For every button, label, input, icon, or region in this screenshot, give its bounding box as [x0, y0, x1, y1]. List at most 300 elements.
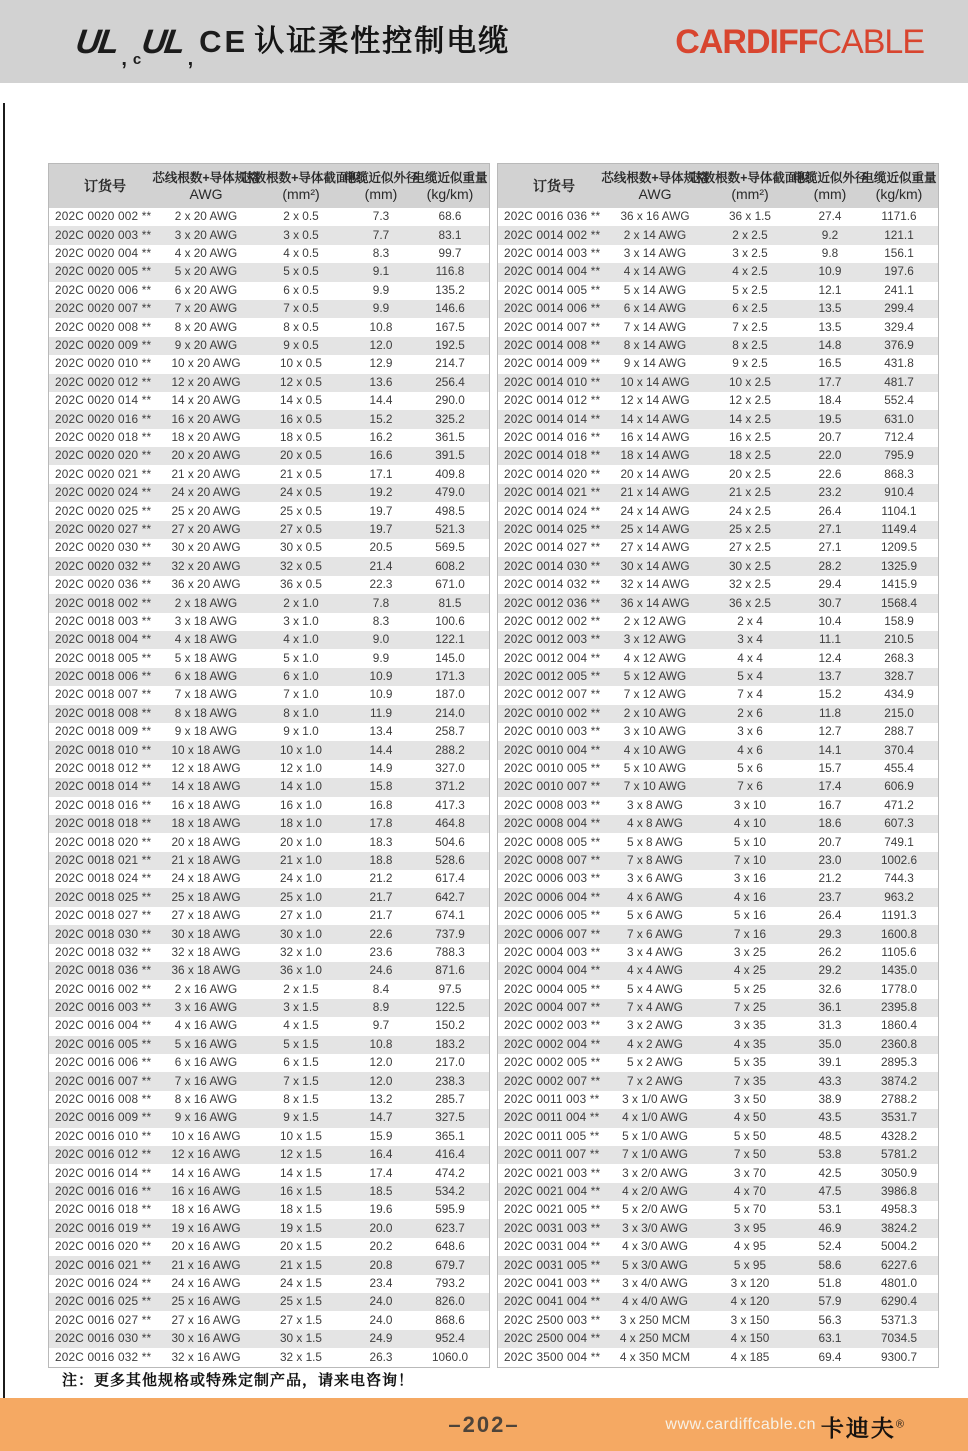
awg-spec-cell: 19 x 16 AWG [171, 1220, 241, 1235]
table-row [498, 1238, 938, 1256]
weight-cell: 288.7 [884, 724, 914, 739]
order-no-cell: 202C 0012 003 ** [504, 632, 601, 647]
table-row [49, 778, 489, 796]
table-row [49, 705, 489, 723]
table-row [49, 723, 489, 741]
cross-section-cell: 14 x 0.5 [280, 393, 322, 408]
order-no-cell: 202C 0004 007 ** [504, 1000, 601, 1015]
cross-section-cell: 25 x 1.0 [280, 889, 322, 904]
outer-diameter-cell: 11.1 [818, 632, 842, 647]
weight-cell: 4328.2 [880, 1128, 918, 1143]
column-label: 芯数根数+导体截面积 [241, 170, 361, 185]
outer-diameter-cell: 17.7 [818, 374, 842, 389]
column-label: 芯线根数+导体规格 [601, 170, 709, 185]
cross-section-cell: 5 x 70 [733, 1202, 767, 1217]
cross-section-cell: 4 x 2.5 [732, 264, 768, 279]
outer-diameter-cell: 9.2 [821, 227, 839, 242]
cross-section-cell: 2 x 1.0 [283, 595, 319, 610]
outer-diameter-cell: 24.0 [369, 1294, 393, 1309]
awg-spec-cell: 4 x 4/0 AWG [622, 1294, 688, 1309]
awg-spec-cell: 36 x 14 AWG [620, 595, 690, 610]
order-no-cell: 202C 0006 003 ** [504, 871, 601, 886]
awg-spec-cell: 5 x 12 AWG [623, 669, 687, 684]
outer-diameter-cell: 22.6 [818, 466, 842, 481]
outer-diameter-cell: 20.7 [818, 834, 842, 849]
table-row [498, 447, 938, 465]
order-no-cell: 202C 0016 027 ** [55, 1312, 152, 1327]
table-row [498, 245, 938, 263]
awg-spec-cell: 3 x 2 AWG [627, 1018, 683, 1033]
column-label: 电缆近似外径 [343, 170, 419, 185]
table-row [49, 631, 489, 649]
column-header-cross-section [690, 164, 810, 208]
order-no-cell: 202C 0014 018 ** [504, 448, 601, 463]
table-row [498, 1275, 938, 1293]
column-unit: AWG [189, 185, 223, 202]
weight-cell: 197.6 [884, 264, 914, 279]
weight-cell: 4801.0 [880, 1275, 918, 1290]
awg-spec-cell: 4 x 3/0 AWG [622, 1239, 688, 1254]
weight-cell: 6227.6 [880, 1257, 918, 1272]
table-row [49, 226, 489, 244]
weight-cell: 99.7 [438, 246, 462, 261]
table-row [498, 208, 938, 226]
order-no-cell: 202C 0016 004 ** [55, 1018, 152, 1033]
order-no-cell: 202C 0020 003 ** [55, 227, 152, 242]
table-row [498, 870, 938, 888]
weight-cell: 288.2 [435, 742, 465, 757]
cross-section-cell: 30 x 1.5 [280, 1331, 322, 1346]
outer-diameter-cell: 20.7 [818, 429, 842, 444]
outer-diameter-cell: 20.8 [369, 1257, 393, 1272]
outer-diameter-cell: 23.6 [369, 944, 393, 959]
outer-diameter-cell: 28.2 [818, 558, 842, 573]
order-no-cell: 202C 0020 009 ** [55, 338, 152, 353]
awg-spec-cell: 2 x 14 AWG [623, 227, 687, 242]
cross-section-cell: 3 x 150 [730, 1312, 770, 1327]
awg-spec-cell: 32 x 18 AWG [171, 944, 241, 959]
order-no-cell: 202C 0004 004 ** [504, 963, 601, 978]
table-row [49, 815, 489, 833]
weight-cell: 737.9 [435, 926, 465, 941]
weight-cell: 122.1 [435, 632, 465, 647]
awg-spec-cell: 7 x 10 AWG [623, 779, 687, 794]
weight-cell: 135.2 [435, 282, 465, 297]
order-no-cell: 202C 0014 016 ** [504, 429, 601, 444]
outer-diameter-cell: 22.3 [369, 577, 393, 592]
awg-spec-cell: 14 x 16 AWG [171, 1165, 241, 1180]
table-row [498, 355, 938, 373]
awg-spec-cell: 30 x 20 AWG [171, 540, 241, 555]
table-row [498, 613, 938, 631]
cross-section-cell: 9 x 1.5 [283, 1110, 319, 1125]
order-no-cell: 202C 0020 012 ** [55, 374, 152, 389]
weight-cell: 9300.7 [880, 1349, 918, 1364]
table-row [498, 484, 938, 502]
ce-logo-icon: CE [199, 24, 249, 59]
table-row [498, 925, 938, 943]
table-row [49, 1164, 489, 1182]
order-no-cell: 202C 0021 004 ** [504, 1184, 601, 1198]
awg-spec-cell: 3 x 4/0 AWG [622, 1275, 688, 1290]
table-row [498, 705, 938, 723]
weight-cell: 498.5 [435, 503, 465, 518]
order-no-cell: 202C 0004 003 ** [504, 944, 601, 959]
cross-section-cell: 4 x 16 [733, 889, 767, 904]
awg-spec-cell: 25 x 16 AWG [171, 1294, 241, 1309]
weight-cell: 1600.8 [880, 926, 918, 941]
weight-cell: 952.4 [435, 1331, 465, 1346]
cross-section-cell: 6 x 1.0 [283, 669, 319, 684]
awg-spec-cell: 8 x 20 AWG [174, 319, 238, 334]
outer-diameter-cell: 26.2 [818, 944, 842, 959]
table-row [49, 447, 489, 465]
order-no-cell: 202C 0018 006 ** [55, 669, 152, 684]
cross-section-cell: 3 x 70 [733, 1165, 767, 1180]
cross-section-cell: 10 x 1.5 [280, 1128, 322, 1143]
cross-section-cell: 3 x 4 [737, 632, 763, 647]
outer-diameter-cell: 21.2 [369, 871, 393, 886]
order-no-cell: 202C 0014 002 ** [504, 227, 601, 242]
cross-section-cell: 9 x 1.0 [283, 724, 319, 739]
cross-section-cell: 7 x 1.5 [283, 1073, 319, 1088]
order-no-cell: 202C 0020 020 ** [55, 448, 152, 463]
outer-diameter-cell: 23.2 [818, 485, 842, 500]
awg-spec-cell: 4 x 14 AWG [623, 264, 687, 279]
table-row [49, 521, 489, 539]
order-no-cell: 202C 0006 004 ** [504, 889, 601, 904]
outer-diameter-cell: 13.4 [369, 724, 393, 739]
weight-cell: 1325.9 [880, 558, 918, 573]
awg-spec-cell: 16 x 16 AWG [171, 1184, 241, 1198]
column-unit: (kg/km) [875, 185, 923, 202]
outer-diameter-cell: 18.3 [369, 834, 393, 849]
outer-diameter-cell: 12.0 [369, 1055, 393, 1070]
cross-section-cell: 5 x 1.0 [283, 650, 319, 665]
awg-spec-cell: 36 x 20 AWG [171, 577, 241, 592]
order-no-cell: 202C 0008 005 ** [504, 834, 601, 849]
awg-spec-cell: 3 x 12 AWG [623, 632, 687, 647]
table-row [498, 1219, 938, 1237]
awg-spec-cell: 7 x 18 AWG [174, 687, 238, 702]
table-row [49, 1183, 489, 1201]
registered-trademark-icon: ® [895, 1418, 906, 1431]
awg-spec-cell: 24 x 16 AWG [171, 1275, 241, 1290]
outer-diameter-cell: 22.6 [369, 926, 393, 941]
awg-spec-cell: 3 x 14 AWG [623, 246, 687, 261]
table-row [49, 613, 489, 631]
column-unit: (mm²) [731, 185, 769, 202]
table-row [49, 1238, 489, 1256]
table-row [498, 1128, 938, 1146]
table-row [49, 852, 489, 870]
outer-diameter-cell: 16.4 [369, 1147, 393, 1162]
weight-cell: 504.6 [435, 834, 465, 849]
outer-diameter-cell: 10.9 [369, 687, 393, 702]
awg-spec-cell: 3 x 2/0 AWG [622, 1165, 688, 1180]
awg-spec-cell: 4 x 10 AWG [623, 742, 687, 757]
cross-section-cell: 4 x 95 [733, 1239, 767, 1254]
weight-cell: 464.8 [435, 816, 465, 831]
outer-diameter-cell: 10.9 [369, 669, 393, 684]
awg-spec-cell: 4 x 1/0 AWG [622, 1110, 688, 1125]
awg-spec-cell: 24 x 14 AWG [620, 503, 690, 518]
order-no-cell: 202C 0016 018 ** [55, 1202, 152, 1217]
table-row [49, 1017, 489, 1035]
order-no-cell: 202C 0016 007 ** [55, 1073, 152, 1088]
cross-section-cell: 24 x 2.5 [729, 503, 771, 518]
awg-spec-cell: 30 x 16 AWG [171, 1331, 241, 1346]
outer-diameter-cell: 57.9 [818, 1294, 842, 1309]
table-row [49, 907, 489, 925]
awg-spec-cell: 14 x 20 AWG [171, 393, 241, 408]
table-row [498, 1293, 938, 1311]
cross-section-cell: 4 x 70 [733, 1184, 767, 1198]
awg-spec-cell: 4 x 6 AWG [627, 889, 683, 904]
awg-spec-cell: 6 x 16 AWG [174, 1055, 238, 1070]
table-row [498, 226, 938, 244]
weight-cell: 370.4 [884, 742, 914, 757]
weight-cell: 97.5 [438, 981, 462, 996]
brand-name-chinese [821, 1410, 906, 1443]
column-label: 电缆近似外径 [792, 170, 868, 185]
cross-section-cell: 21 x 1.5 [280, 1257, 322, 1272]
order-no-cell: 202C 0014 003 ** [504, 246, 601, 261]
weight-cell: 1149.4 [881, 521, 917, 536]
awg-spec-cell: 32 x 20 AWG [171, 558, 241, 573]
weight-cell: 474.2 [435, 1165, 465, 1180]
order-no-cell: 202C 0016 009 ** [55, 1110, 152, 1125]
awg-spec-cell: 4 x 20 AWG [174, 246, 238, 261]
awg-spec-cell: 7 x 16 AWG [174, 1073, 238, 1088]
outer-diameter-cell: 21.4 [369, 558, 393, 573]
outer-diameter-cell: 16.2 [369, 429, 393, 444]
weight-cell: 83.1 [438, 227, 462, 242]
outer-diameter-cell: 26.3 [369, 1349, 393, 1364]
awg-spec-cell: 7 x 4 AWG [627, 1000, 683, 1015]
outer-diameter-cell: 23.7 [818, 889, 842, 904]
order-no-cell: 202C 0012 002 ** [504, 613, 601, 628]
outer-diameter-cell: 31.3 [818, 1018, 842, 1033]
awg-spec-cell: 18 x 16 AWG [171, 1202, 241, 1217]
weight-cell: 417.3 [435, 797, 465, 812]
order-no-cell: 202C 0018 005 ** [55, 650, 152, 665]
awg-spec-cell: 3 x 1/0 AWG [622, 1092, 688, 1107]
weight-cell: 371.2 [435, 779, 465, 794]
outer-diameter-cell: 19.6 [369, 1202, 393, 1217]
outer-diameter-cell: 12.1 [818, 282, 842, 297]
awg-spec-cell: 10 x 18 AWG [171, 742, 241, 757]
outer-diameter-cell: 29.2 [818, 963, 842, 978]
column-label: 电缆近似重量 [412, 170, 488, 185]
order-no-cell: 202C 0016 012 ** [55, 1147, 152, 1162]
weight-cell: 290.0 [435, 393, 465, 408]
order-no-cell: 202C 0018 007 ** [55, 687, 152, 702]
cross-section-cell: 27 x 0.5 [280, 521, 322, 536]
weight-cell: 5781.2 [880, 1147, 918, 1162]
awg-spec-cell: 2 x 20 AWG [174, 209, 238, 224]
table-row [498, 539, 938, 557]
outer-diameter-cell: 15.9 [369, 1128, 393, 1143]
order-no-cell: 202C 0014 008 ** [504, 338, 601, 353]
table-row [498, 1109, 938, 1127]
weight-cell: 121.1 [884, 227, 914, 242]
table-row [49, 374, 489, 392]
cross-section-cell: 4 x 120 [730, 1294, 770, 1309]
cross-section-cell: 25 x 1.5 [280, 1294, 322, 1309]
cross-section-cell: 36 x 0.5 [280, 577, 322, 592]
outer-diameter-cell: 20.2 [369, 1239, 393, 1254]
table-row [49, 888, 489, 906]
awg-spec-cell: 12 x 16 AWG [171, 1147, 241, 1162]
table-row [498, 374, 938, 392]
weight-cell: 150.2 [435, 1018, 465, 1033]
outer-diameter-cell: 29.4 [818, 577, 842, 592]
order-no-cell: 202C 0016 019 ** [55, 1220, 152, 1235]
awg-spec-cell: 4 x 2 AWG [627, 1036, 683, 1051]
weight-cell: 416.4 [435, 1147, 465, 1162]
table-row [498, 557, 938, 575]
cross-section-cell: 18 x 2.5 [729, 448, 771, 463]
table-row [498, 465, 938, 483]
outer-diameter-cell: 14.8 [818, 338, 842, 353]
outer-diameter-cell: 30.7 [818, 595, 842, 610]
cross-section-cell: 4 x 1.5 [283, 1018, 319, 1033]
cross-section-cell: 4 x 150 [730, 1331, 770, 1346]
weight-cell: 712.4 [884, 429, 914, 444]
outer-diameter-cell: 69.4 [818, 1349, 842, 1364]
table-row [498, 907, 938, 925]
awg-spec-cell: 5 x 3/0 AWG [622, 1257, 688, 1272]
outer-diameter-cell: 43.3 [818, 1073, 842, 1088]
cross-section-cell: 7 x 4 [737, 687, 763, 702]
weight-cell: 479.0 [435, 485, 465, 500]
order-no-cell: 202C 0004 005 ** [504, 981, 601, 996]
weight-cell: 3986.8 [880, 1184, 918, 1198]
cross-section-cell: 10 x 1.0 [280, 742, 322, 757]
weight-cell: 569.5 [435, 540, 465, 555]
order-no-cell: 202C 0020 002 ** [55, 209, 152, 224]
weight-cell: 648.6 [435, 1239, 465, 1254]
order-no-cell: 202C 0021 003 ** [504, 1165, 601, 1180]
cross-section-cell: 30 x 2.5 [729, 558, 771, 573]
cross-section-cell: 6 x 2.5 [732, 301, 768, 316]
weight-cell: 145.0 [435, 650, 465, 665]
awg-spec-cell: 14 x 14 AWG [620, 411, 690, 426]
outer-diameter-cell: 9.7 [372, 1018, 390, 1033]
awg-spec-cell: 25 x 14 AWG [620, 521, 690, 536]
awg-spec-cell: 12 x 14 AWG [620, 393, 690, 408]
awg-spec-cell: 27 x 16 AWG [171, 1312, 241, 1327]
weight-cell: 146.6 [435, 301, 465, 316]
order-no-cell: 202C 0016 002 ** [55, 981, 152, 996]
table-row [49, 760, 489, 778]
cross-section-cell: 4 x 1.0 [283, 632, 319, 647]
column-unit: AWG [638, 185, 672, 202]
awg-spec-cell: 7 x 2 AWG [627, 1073, 683, 1088]
table-row [498, 1183, 938, 1201]
awg-spec-cell: 5 x 10 AWG [623, 761, 687, 776]
outer-diameter-cell: 23.4 [369, 1275, 393, 1290]
outer-diameter-cell: 47.5 [818, 1184, 842, 1198]
table-row [498, 1017, 938, 1035]
weight-cell: 361.5 [435, 429, 465, 444]
spec-table-right [497, 163, 939, 1368]
table-row [498, 1091, 938, 1109]
order-no-cell: 202C 0014 024 ** [504, 503, 601, 518]
cross-section-cell: 32 x 0.5 [280, 558, 322, 573]
table-row [49, 1293, 489, 1311]
cross-section-cell: 16 x 1.5 [280, 1184, 322, 1198]
column-unit: (kg/km) [426, 185, 474, 202]
weight-cell: 595.9 [435, 1202, 465, 1217]
cross-section-cell: 27 x 1.5 [280, 1312, 322, 1327]
outer-diameter-cell: 17.4 [369, 1165, 393, 1180]
order-no-cell: 202C 0020 021 ** [55, 466, 152, 481]
awg-spec-cell: 16 x 18 AWG [171, 797, 241, 812]
outer-diameter-cell: 23.0 [818, 852, 842, 867]
awg-spec-cell: 3 x 250 MCM [619, 1312, 691, 1327]
table-row [49, 318, 489, 336]
awg-spec-cell: 5 x 2 AWG [627, 1055, 683, 1070]
weight-cell: 1415.9 [880, 577, 918, 592]
order-no-cell: 202C 3500 004 ** [504, 1349, 601, 1364]
cross-section-cell: 3 x 95 [733, 1220, 767, 1235]
awg-spec-cell: 9 x 14 AWG [623, 356, 687, 371]
weight-cell: 214.0 [435, 705, 465, 720]
order-no-cell: 202C 0002 004 ** [504, 1036, 601, 1051]
outer-diameter-cell: 53.8 [818, 1147, 842, 1162]
order-no-cell: 202C 0014 004 ** [504, 264, 601, 279]
cross-section-cell: 3 x 1.5 [283, 1000, 319, 1015]
order-no-cell: 202C 0014 010 ** [504, 374, 601, 389]
table-row [498, 1311, 938, 1329]
cross-section-cell: 3 x 1.0 [283, 613, 319, 628]
table-row [498, 337, 938, 355]
table-row [49, 1311, 489, 1329]
awg-spec-cell: 7 x 20 AWG [174, 301, 238, 316]
order-no-cell: 202C 0008 004 ** [504, 816, 601, 831]
weight-cell: 788.3 [435, 944, 465, 959]
outer-diameter-cell: 53.1 [818, 1202, 842, 1217]
table-row [49, 245, 489, 263]
cul-logo-icon: UL [139, 22, 187, 61]
outer-diameter-cell: 12.0 [369, 338, 393, 353]
outer-diameter-cell: 16.5 [818, 356, 842, 371]
outer-diameter-cell: 15.2 [369, 411, 393, 426]
cross-section-cell: 36 x 1.0 [280, 963, 322, 978]
cross-section-cell: 6 x 0.5 [283, 282, 319, 297]
weight-cell: 325.2 [435, 411, 465, 426]
order-no-cell: 202C 0002 005 ** [504, 1055, 601, 1070]
weight-cell: 534.2 [435, 1184, 465, 1198]
weight-cell: 1060.0 [431, 1349, 469, 1364]
table-row [49, 465, 489, 483]
weight-cell: 2788.2 [880, 1092, 918, 1107]
weight-cell: 329.4 [884, 319, 914, 334]
order-no-cell: 202C 0018 008 ** [55, 705, 152, 720]
outer-diameter-cell: 20.5 [369, 540, 393, 555]
table-row [49, 1128, 489, 1146]
outer-diameter-cell: 8.3 [372, 613, 390, 628]
outer-diameter-cell: 48.5 [818, 1128, 842, 1143]
table-body [498, 208, 938, 1367]
outer-diameter-cell: 8.3 [372, 246, 390, 261]
outer-diameter-cell: 63.1 [818, 1331, 842, 1346]
cross-section-cell: 18 x 0.5 [280, 429, 322, 444]
cross-section-cell: 2 x 1.5 [283, 981, 319, 996]
cross-section-cell: 32 x 1.5 [280, 1349, 322, 1364]
